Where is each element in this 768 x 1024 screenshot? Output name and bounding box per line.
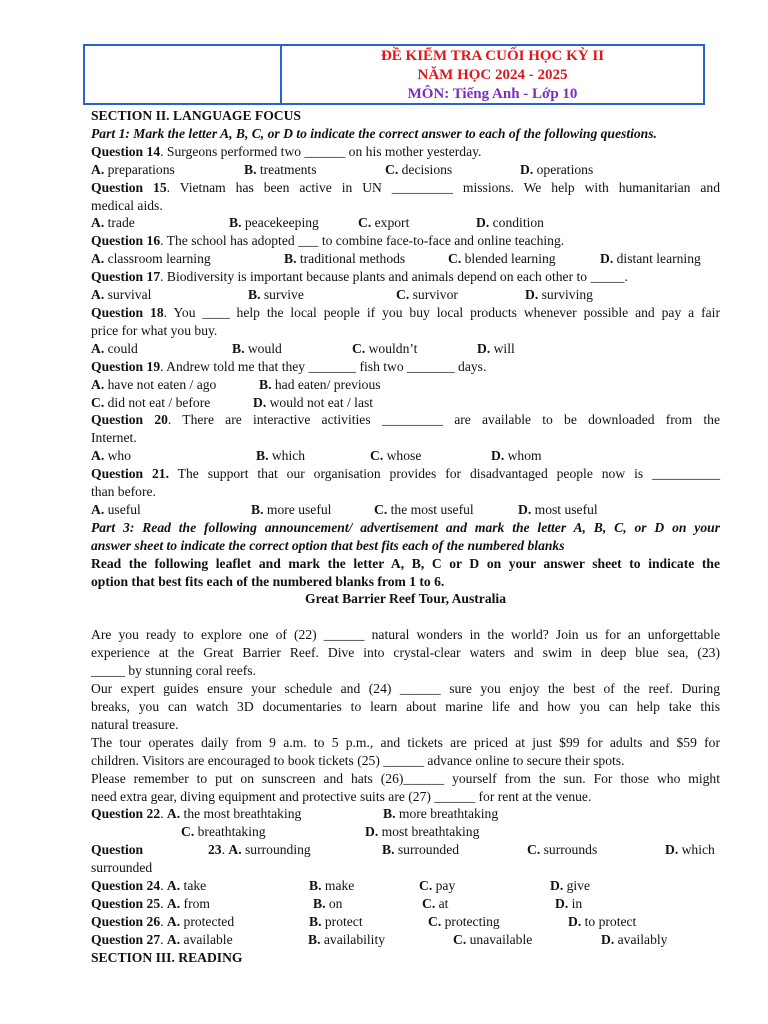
exam-header-table: [83, 44, 705, 105]
question: Question 14. Surgeons performed two ______ on his mother yesterday.: [91, 143, 482, 159]
header-right-cell: [282, 46, 703, 103]
answer-options: A. survival B. survive C. survivor D. surviving: [91, 287, 593, 303]
question: Question 20. There are interactive activities _________ are available to be downloaded from the: [91, 412, 720, 428]
question: Question 22. A. the most breathtaking B. more breathtaking: [91, 806, 499, 822]
answer-options: A. who B. which C. whose D. whom: [91, 448, 542, 464]
question: Question 24. A. take B. make C. pay D. give: [91, 878, 591, 894]
question: Question 23. A. surrounding B. surrounded C. surrounds D. which: [91, 842, 715, 858]
question: Question 18. You ____ help the local people if you buy local products whenever possible and pay a fair: [91, 304, 720, 320]
passage-title: Great Barrier Reef Tour, Australia: [305, 591, 506, 607]
question: Question 25. A. from B. on C. at D. in: [91, 895, 583, 911]
exam-page: ĐỀ KIỂM TRA CUỐI HỌC KỲ II NĂM HỌC 2024 - 2025 MÔN: Tiếng Anh - Lớp 10 SECTION II. LANGUAGE FOCUS Part 1: Mark the letter A, B, C, or D to indicate the correct answer to each of the following questions. Question 14. Surgeons performed two ______ on his mother yesterday. A. preparations B. treatments C. decisions D. operations Question 15. Vietnam has been active in UN _________ missions. We help with humanitarian and medical aids. A. trade B. peacekeeping C. export D. condition Question 16. The school has adopted ___ to combine face-to-face and online teaching. A. classroom learning B. traditional methods C. blended learning D. distant learning Question 17. Biodiversity is important because plants and animals depend on each other to _____. A. survival B. survive C. survivor D. surviving Question 18. You ____ help the local people if you buy local products whenever possible and pay a fair price for what you buy. A. could B. would C. wouldn’t D. will Question 19. Andrew told me that they _______ fish two _______ days. A. have not eaten / ago B. had eaten/ previous C. did not eat / before D. would not eat / last Question 20. There are interactive activities _________ are available to be downloaded from the Internet. A. who B. which C. whose D. whom Question 21. The support that our organisation provides for disadvantaged people now is __________ than before. A. useful B. more useful C. the most useful D. most useful Part 3: Read the following announcement/ advertisement and mark the letter A, B, C, or D on your answer sheet to indicate the correct option that best fits each of the numbered blanks Read the following leaflet and mark the letter A, B, C or D on your answer sheet to indicate the option that best fits each of the numbered blanks from 1 to 6. Great Barrier Reef Tour, Australia Are you ready to explore one of (22) ______ natural wonders in the world? Join us for an unforgettable experience at the Great Barrier Reef. Dive into crystal-clear waters and swim in deep blue sea, (23) _____ by stunning coral reefs. Our expert guides ensure your schedule and (24) ______ sure you enjoy the best of the reef. During breaks, you can watch 3D documentaries to learn about marine life and how you can help take this natural treasure. The tour operates daily from 9 a.m. to 5 p.m., and tickets are priced at just $99 for adults and $59 for children. Visitors are encouraged to book tickets (25) ______ advance online to secure their spots. Please remember to put on sunscreen and hats (26)______ yourself from the sun. For those who might need extra gear, diving equipment and protective suits are (27) ______ for rent at the venue. Question 22. A. the most breathtaking B. more breathtaking C. breathtaking D. most breathtaking Question 23. A. surrounding B. surrounded C. surrounds D. which surrounded Question 24. A. take B. make C. pay D. give Question 25. A. from B. on C. at D. in Question 26. A. protected B. protect C. protecting D. to protect Question 27. A. available B. availability C. unavailable D. availably SECTION III. READING: [91, 44, 720, 967]
passage: Are you ready to explore one of (22) ______ natural wonders in the world? Join us for an unforgettable experience at the Great Barrier Reef. Dive into crystal-clear waters and swim in deep blue sea, (23) _____ by stunning coral reefs. Our expert guides ensure your schedule and (24) ______ sure you enjoy the best of the reef. During breaks, you can watch 3D documentaries to learn about marine life and how you can help take this natural treasure. The tour operates daily from 9 a.m. to 5 p.m., and tickets are priced at just $99 for adults and $59 for children. Visitors are encouraged to book tickets (25) ______ advance online to secure their spots. Please remember to put on sunscreen and hats (26)______ yourself from the sun. For those who might need extra gear, diving equipment and protective suits are (27) ______ for rent at the venue.: [91, 627, 720, 804]
leaflet-instruction-cont: option that best fits each of the numbered blanks from 1 to 6.: [91, 573, 445, 589]
answer-options: C. did not eat / before D. would not eat / last: [91, 394, 374, 410]
answer-options: C. breathtaking D. most breathtaking: [181, 824, 480, 840]
header-left-cell: [85, 46, 282, 103]
question: Question 19. Andrew told me that they _______ fish two _______ days.: [91, 358, 487, 374]
subject-line: MÔN: Tiếng Anh - Lớp 10: [407, 86, 578, 102]
section-heading: SECTION III. READING: [91, 949, 243, 965]
answer-options: A. useful B. more useful C. the most useful D. most useful: [91, 501, 598, 517]
answer-options: A. trade B. peacekeeping C. export D. condition: [91, 215, 544, 231]
section-heading: SECTION II. LANGUAGE FOCUS: [91, 108, 301, 123]
question: Question 26. A. protected B. protect C. protecting D. to protect: [91, 913, 637, 929]
question: Question 17. Biodiversity is important because plants and animals depend on each other to _____.: [91, 269, 628, 285]
part-instruction: Part 1: Mark the letter A, B, C, or D to indicate the correct answer to each of the following questions.: [91, 125, 657, 141]
answer-options: A. classroom learning B. traditional methods C. blended learning D. distant learning: [91, 251, 701, 267]
question: Question 16. The school has adopted ___ to combine face-to-face and online teaching.: [91, 233, 565, 249]
question: Question 21. The support that our organisation provides for disadvantaged people now is __________: [91, 466, 721, 482]
question: Question 27. A. available B. availability C. unavailable D. availably: [91, 931, 668, 947]
leaflet-instruction: Read the following leaflet and mark the letter A, B, C or D on your answer sheet to indicate the: [91, 555, 720, 571]
exam-title: ĐỀ KIỂM TRA CUỐI HỌC KỲ II: [380, 48, 605, 64]
question: Question 15. Vietnam has been active in UN _________ missions. We help with humanitarian and: [91, 179, 720, 195]
answer-options: A. could B. would C. wouldn’t D. will: [91, 340, 515, 356]
part-instruction: Part 3: Read the following announcement/ advertisement and mark the letter A, B, C, or D on your: [91, 519, 720, 535]
school-year: NĂM HỌC 2024 - 2025: [417, 67, 568, 83]
answer-options: A. preparations B. treatments C. decisions D. operations: [91, 161, 594, 177]
part-instruction-cont: answer sheet to indicate the correct option that best fits each of the numbered blanks: [91, 537, 565, 553]
answer-options: A. have not eaten / ago B. had eaten/ previous: [91, 376, 381, 392]
